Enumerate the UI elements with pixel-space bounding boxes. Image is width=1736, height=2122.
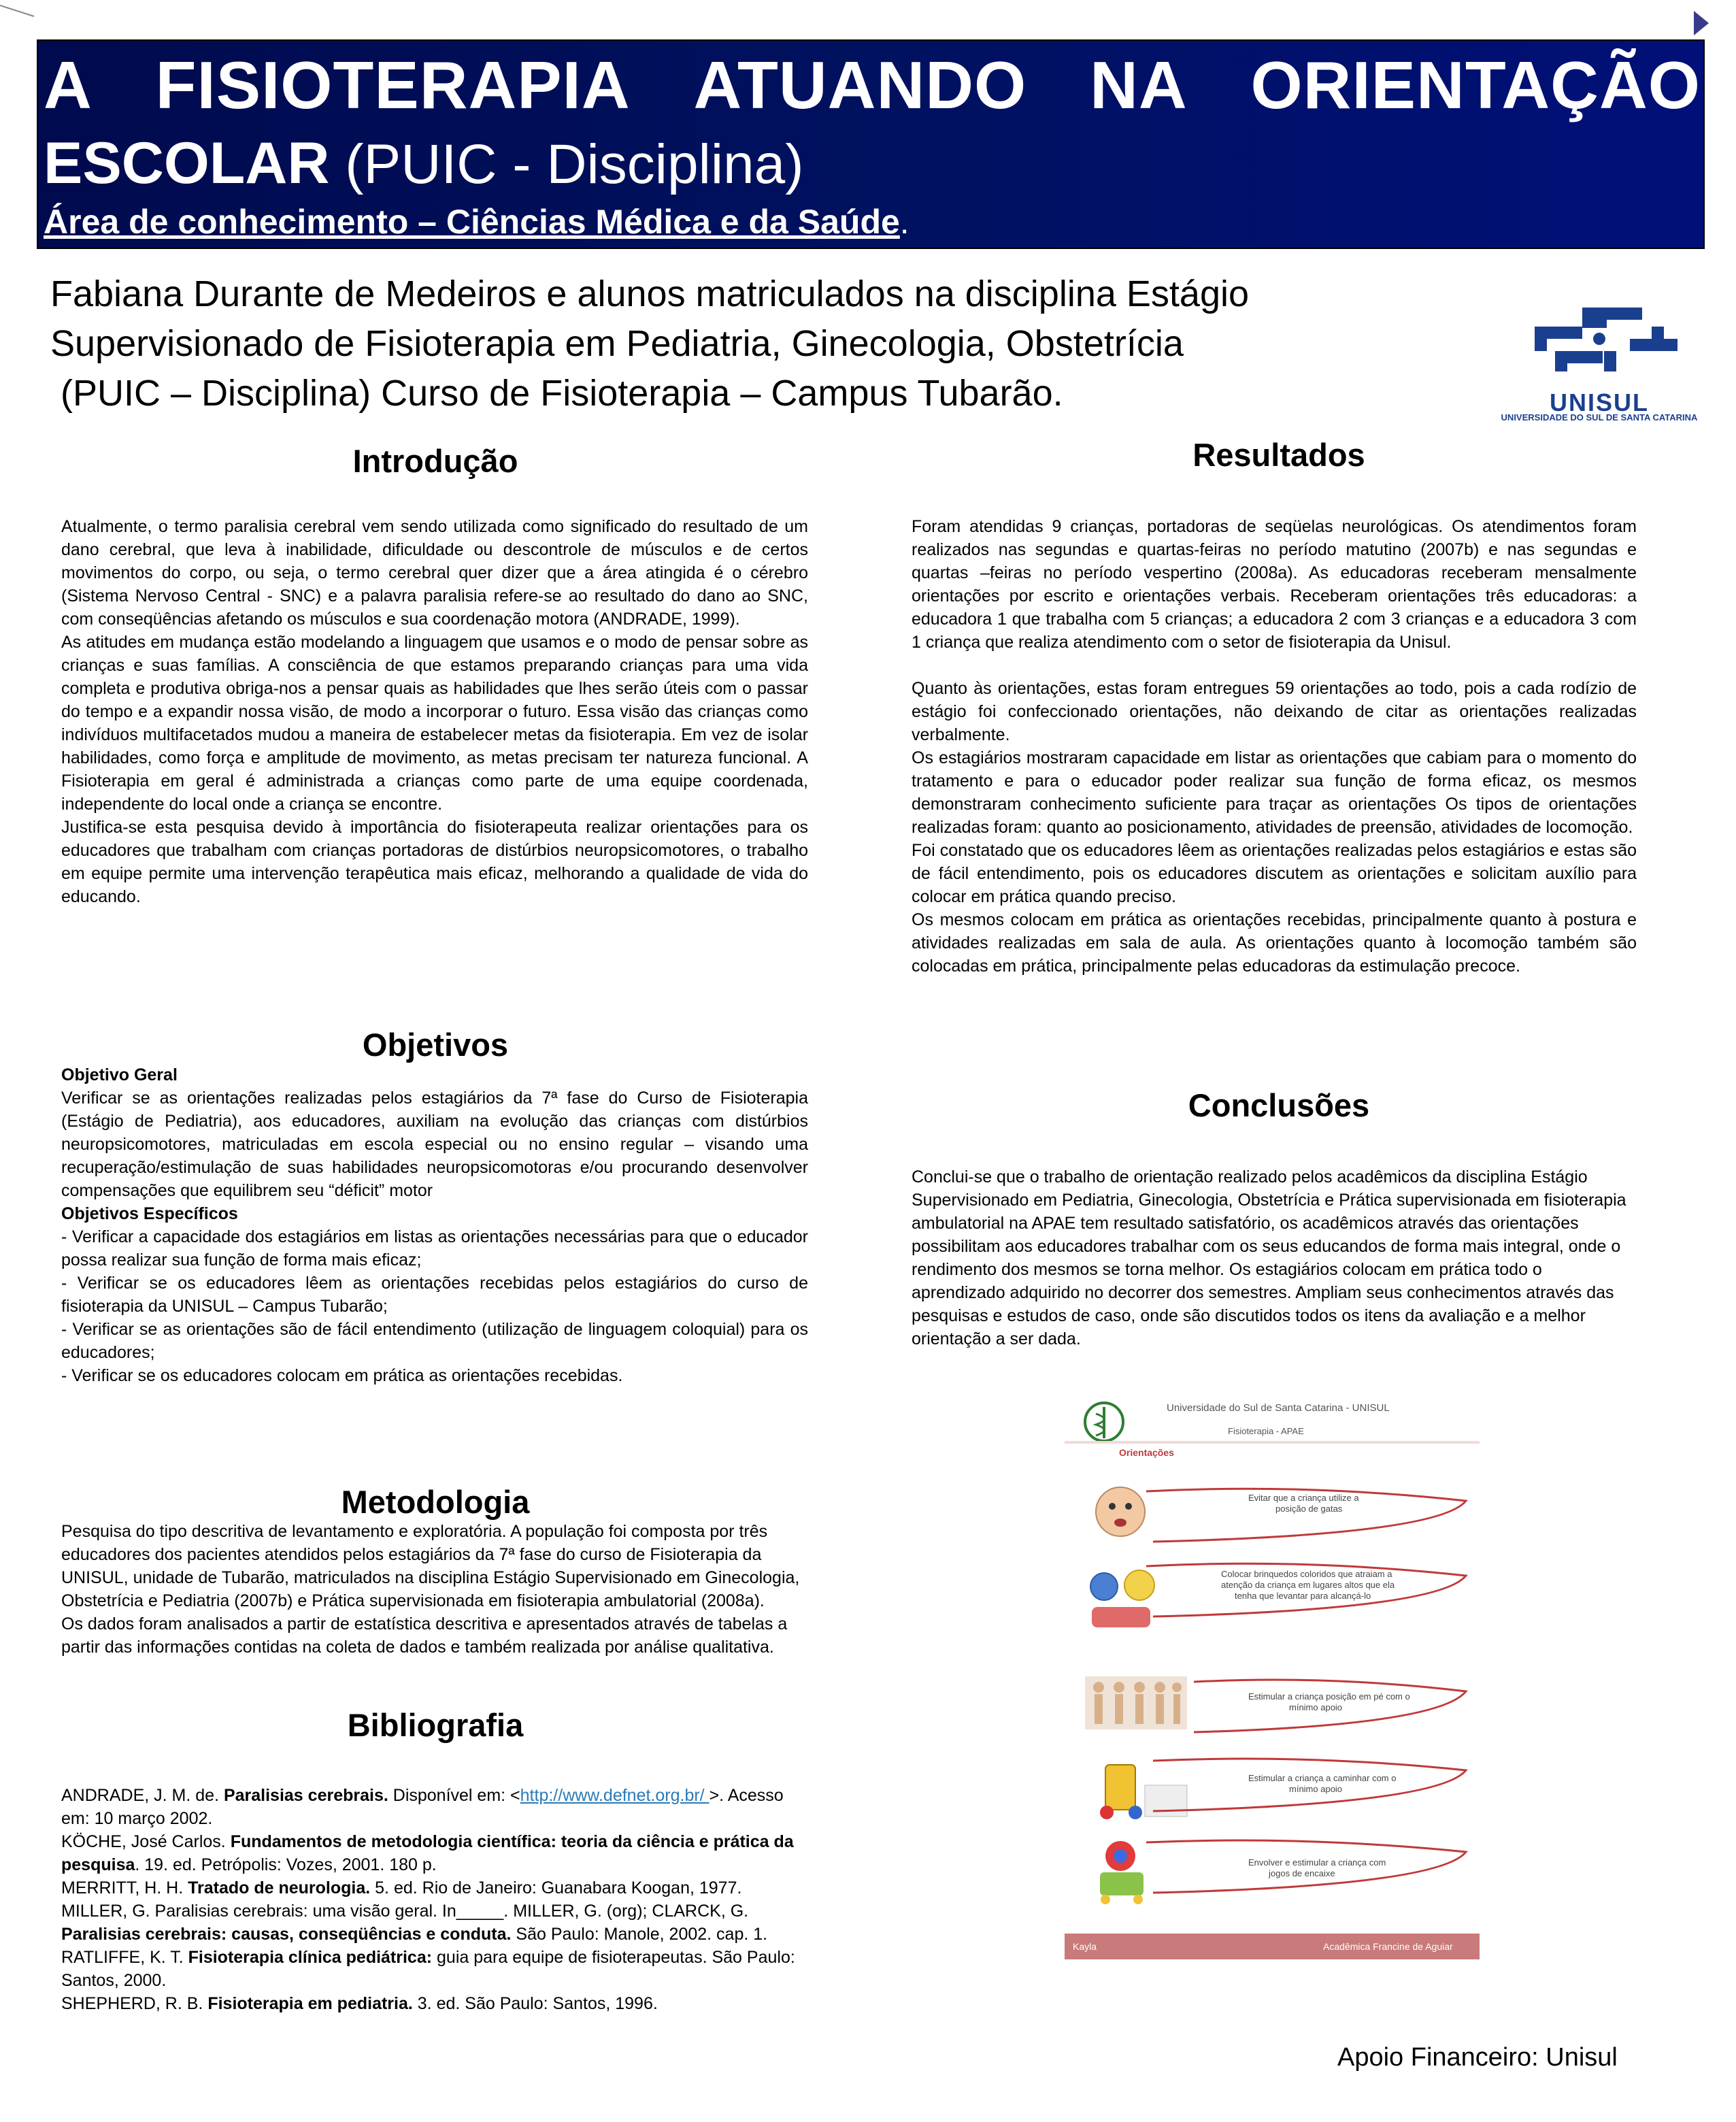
svg-text:posição de gatas: posição de gatas bbox=[1275, 1504, 1343, 1514]
objetivo-especifico: - Verificar a capacidade dos estagiários em listas as orientações necessárias para que o educador possa realizar sua função de forma mais eficaz; bbox=[61, 1227, 808, 1270]
introducao-body bbox=[61, 515, 808, 908]
paragraph: Justifica-se esta pesquisa devido à importância do fisioterapeuta realizar orientações para os educadores que trabalham com crianças portadoras de distúrbios neuropsicomotores, o trabalho em equipe permite uma intervenção terapêutica mais eficaz, melhorando a qualidade de vida do educando. bbox=[61, 818, 808, 906]
svg-text:jogos de encaixe: jogos de encaixe bbox=[1269, 1868, 1335, 1878]
reference-item: RATLIFFE, K. T. Fisioterapia clínica pediátrica: guia para equipe de fisioterapeutas. São Paulo: Santos, 2000. bbox=[61, 1948, 795, 1990]
objetivo-especifico: - Verificar se as orientações são de fácil entendimento (utilização de linguagem coloquial) para os educadores; bbox=[61, 1320, 808, 1362]
objetivo-especifico: - Verificar se os educadores lêem as orientações recebidas pelos estagiários do curso de fisioterapia da UNISUL – Campus Tubarão; bbox=[61, 1274, 808, 1316]
title-word: NA bbox=[1090, 48, 1188, 122]
paragraph: Os estagiários mostraram capacidade em listar as orientações que cabiam para o momento do tratamento e para o educador poder realizar sua função de forma eficaz, os mesmos demonstraram conhecimento suficiente para traçar as orientações Os tipos de orientações realizadas foram: quanto ao posicionamento, atividades de preensão, atividades de locomoção. bbox=[912, 748, 1637, 837]
title-word: ATUANDO bbox=[693, 48, 1027, 122]
title-word: ORIENTAÇÃO bbox=[1250, 48, 1701, 122]
title-line-1 bbox=[44, 48, 1701, 122]
title-escolar: ESCOLAR bbox=[44, 131, 330, 196]
svg-text:Envolver e estimular a crianç: Envolver e estimular a criança com bbox=[1248, 1857, 1386, 1868]
objetivos-body bbox=[61, 1063, 808, 1387]
title-word: FISIOTERAPIA bbox=[155, 48, 631, 122]
svg-text:tenha que levantar para alcanç: tenha que levantar para alcançá-lo bbox=[1235, 1591, 1371, 1601]
knowledge-area-text: Área de conhecimento – Ciências Médica e da Saúde bbox=[44, 203, 900, 241]
section-title-resultados: Resultados bbox=[1192, 437, 1365, 473]
paragraph: Os mesmos colocam em prática as orientações recebidas, principalmente quanto à postura e atividades realizadas em sala de aula. As orientações quanto à locomoção também são colocadas em prática, principalmente pelas educadoras da estimulação precoce. bbox=[912, 910, 1637, 976]
paragraph: Foi constatado que os educadores lêem as orientações realizadas pelos estagiários e estas são de fácil entendimento, pois os educadores discutem as orientações e solicitam auxílio para colocar em prática quando preciso. bbox=[912, 841, 1637, 906]
paragraph: Atualmente, o termo paralisia cerebral vem sendo utilizada como significado do resultado de um dano cerebral, que leva à inabilidade, dificuldade ou descontrole de músculos e de certos movimentos do corpo, ou seja, o termo cerebral quer dizer que a área atingida é o cérebro (Sistema Nervoso Central - SNC) e a palavra paralisia refere-se ao resultado do dano ao SNC, com conseqüências afetando os músculos e sua coordenação motora (ANDRADE, 1999). bbox=[61, 517, 808, 629]
reference-item: MILLER, G. Paralisias cerebrais: uma visão geral. In_____. MILLER, G. (org); CLARCK, G. Paralisias cerebrais: causas, conseqüências e conduta. São Paulo: Manole, 2002. cap. 1. bbox=[61, 1902, 768, 1944]
reference-item: KÖCHE, José Carlos. Fundamentos de metodologia científica: teoria da ciência e prática da pesquisa. 19. ed. Petrópolis: Vozes, 2001. 180 p. bbox=[61, 1832, 794, 1874]
figure-footer-right: Acadêmica Francine de Aguiar bbox=[1323, 1941, 1453, 1952]
paragraph: Conclui-se que o trabalho de orientação realizado pelos acadêmicos da disciplina Estágio Supervisionado em Pediatria, Ginecologia, Obstetrícia e Prática supervisionada em fisioterapia ambulatorial na APAE tem resultado satisfatório, os acadêmicos através das orientações possibilitam aos educadores trabalhar com os seus educandos de forma mais integral, onde o rendimento dos mesmos se torna melhor. Os estagiários colocam em prática todo o aprendizado adquirido no decorrer dos semestres. Ampliam seus conhecimentos através das pesquisas e estudos de caso, onde são discutidos todos os itens da avaliação e a melhor orientação a ser dada. bbox=[912, 1167, 1626, 1348]
figure-header-university: Universidade do Sul de Santa Catarina - UNISUL bbox=[1167, 1402, 1390, 1414]
conclusoes-body bbox=[912, 1165, 1637, 1350]
authors-block bbox=[50, 269, 1249, 418]
metodologia-body bbox=[61, 1520, 808, 1659]
reference-item: MERRITT, H. H. Tratado de neurologia. 5. ed. Rio de Janeiro: Guanabara Koogan, 1977. bbox=[61, 1878, 742, 1897]
figure-tab-label: Orientações bbox=[1119, 1447, 1174, 1458]
logo-subtitle: UNIVERSIDADE DO SUL DE SANTA CATARINA bbox=[1501, 412, 1698, 422]
baby-face-icon bbox=[1096, 1487, 1145, 1536]
title-line-2 bbox=[44, 129, 804, 199]
svg-text:Estimular a criança a caminhar: Estimular a criança a caminhar com o bbox=[1248, 1773, 1397, 1783]
title-word: A bbox=[44, 48, 93, 122]
figure-footer-left: Kayla bbox=[1073, 1941, 1097, 1952]
svg-text:Estimular a criança posição em: Estimular a criança posição em pé com o bbox=[1248, 1691, 1410, 1702]
walker-toy-icon bbox=[1105, 1765, 1135, 1810]
bibliography-list bbox=[61, 1784, 809, 2015]
paragraph: Quanto às orientações, estas foram entregues 59 orientações ao todo, pois a cada rodízio de estágio foi confeccionado orientações, não deixando de citar as orientações realizadas verbalmente. bbox=[912, 679, 1637, 744]
knowledge-area: Área de conhecimento – Ciências Médica e da Saúde. bbox=[44, 203, 909, 241]
title-subtitle: (PUIC - Disciplina) bbox=[329, 133, 804, 195]
svg-text:atenção da criança em lugares: atenção da criança em lugares altos que ela bbox=[1221, 1580, 1395, 1590]
svg-text:Evitar que a criança utilize a: Evitar que a criança utilize a bbox=[1248, 1493, 1359, 1503]
svg-text:Colocar brinquedos coloridos q: Colocar brinquedos coloridos que atraiam a bbox=[1221, 1569, 1392, 1579]
funding-note: Apoio Financeiro: Unisul bbox=[1337, 2043, 1618, 2072]
reference-item: ANDRADE, J. M. de. Paralisias cerebrais. Disponível em: <http://www.defnet.org.br/ >. Acesso em: 10 março 2002. bbox=[61, 1786, 784, 1828]
objetivos-especificos-label: Objetivos Específicos bbox=[61, 1204, 238, 1223]
title-banner bbox=[37, 39, 1705, 249]
paragraph: Foram atendidas 9 crianças, portadoras de seqüelas neurológicas. Os atendimentos foram realizados nas segundas e quartas-feiras no período matutino (2007b) e nas segundas e quartas –feiras no período vespertino (2008a). As educadoras receberam mensalmente orientações por escrito e orientações verbais. Receberam orientações três educadoras: a educadora 1 que trabalha com 5 crianças; a educadora 2 com 3 crianças e a educadora 3 com 1 criança que realiza atendimento com o setor de fisioterapia da Unisul. bbox=[912, 517, 1637, 652]
objetivo-geral-label: Objetivo Geral bbox=[61, 1065, 178, 1084]
section-title-bibliografia: Bibliografia bbox=[347, 1707, 524, 1743]
svg-text:mínimo apoio: mínimo apoio bbox=[1289, 1784, 1343, 1794]
reference-link[interactable]: http://www.defnet.org.br/ bbox=[520, 1786, 710, 1805]
section-title-metodologia: Metodologia bbox=[341, 1484, 530, 1520]
objetivo-especifico: - Verificar se os educadores colocam em prática as orientações recebidas. bbox=[61, 1366, 623, 1385]
orientacoes-figure bbox=[1065, 1396, 1480, 1959]
corner-line-decoration bbox=[0, 0, 41, 27]
authors-line: Supervisionado de Fisioterapia em Pediatria, Ginecologia, Obstetrícia bbox=[50, 323, 1184, 364]
caduceus-icon bbox=[1085, 1403, 1123, 1441]
section-title-introducao: Introdução bbox=[352, 443, 518, 479]
figure-header-course: Fisioterapia - APAE bbox=[1228, 1426, 1304, 1436]
resultados-body bbox=[912, 515, 1637, 978]
authors-line: (PUIC – Disciplina) Curso de Fisioterapia – Campus Tubarão. bbox=[50, 373, 1063, 414]
paragraph: Pesquisa do tipo descritiva de levantamento e exploratória. A população foi composta por três educadores dos pacientes atendidos pelos estagiários da 7ª fase do curso de Fisioterapia da UNISUL, unidade de Tubarão, matriculados na disciplina Estágio Supervisionado em Ginecologia, Obstetrícia e Pediatria (2007b) e Prática supervisionada em fisioterapia ambulatorial (2008a). bbox=[61, 1522, 800, 1610]
paragraph: Os dados foram analisados a partir de estatística descritiva e apresentados através de tabelas a partir das informações contidas na coleta de dados e também realizada por análise qualitativa. bbox=[61, 1614, 788, 1657]
reference-item: SHEPHERD, R. B. Fisioterapia em pediatria. 3. ed. São Paulo: Santos, 1996. bbox=[61, 1994, 658, 2013]
svg-text:mínimo apoio: mínimo apoio bbox=[1289, 1702, 1343, 1712]
authors-line: Fabiana Durante de Medeiros e alunos matriculados na disciplina Estágio bbox=[50, 273, 1250, 314]
logo-name: UNISUL bbox=[1550, 388, 1649, 416]
objetivo-geral-text: Verificar se as orientações realizadas pelos estagiários da 7ª fase do Curso de Fisioterapia (Estágio de Pediatria), aos educadores, auxiliam na evolução das crianças com distúrbios neuropsicomotores, matriculadas em escola especial ou no ensino regular – visando uma recuperação/estimulação de suas habilidades neuropsicomotoras e/ou procurando desenvolver compensações que equilibrem seu “déficit” motor bbox=[61, 1089, 808, 1200]
paragraph: As atitudes em mudança estão modelando a linguagem que usamos e o modo de pensar sobre as crianças e suas famílias. A consciência de que estamos preparando crianças para uma vida completa e produtiva obriga-nos a pensar quais as habilidades que lhes serão úteis com o passar do tempo e a expandir nossa visão, de modo a incorporar o futuro. Essa visão das crianças como indivíduos multifacetados mudou a maneira de estabelecer metas da fisioterapia. Em vez de isolar habilidades, como força e amplitude de movimento, as metas precisam ter natureza funcional. A Fisioterapia em geral é administrada a crianças como parte de uma equipe coordenada, independente do local onde a criança se encontre. bbox=[61, 633, 808, 814]
corner-triangle-icon bbox=[1691, 10, 1712, 37]
toy-ball-icon bbox=[1090, 1573, 1118, 1600]
section-title-conclusoes: Conclusões bbox=[1188, 1087, 1370, 1123]
section-title-objetivos: Objetivos bbox=[362, 1027, 509, 1063]
